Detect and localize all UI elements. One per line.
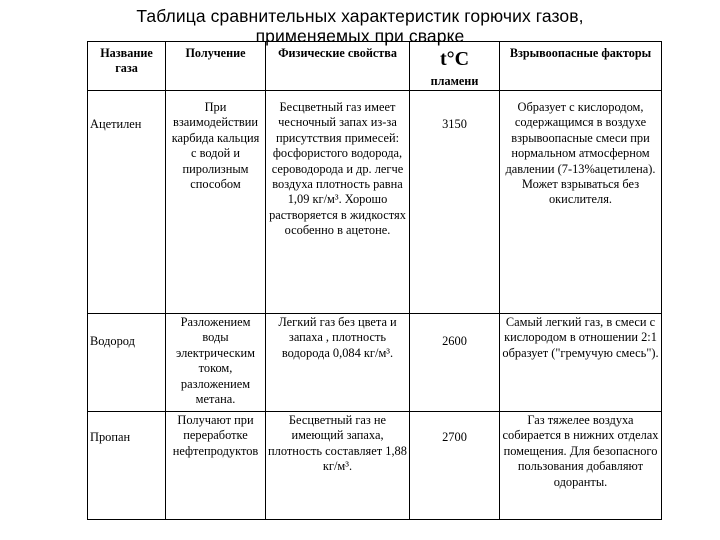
- gas-physical: Бесцветный газ не имеющий запаха, плотность составляет 1,88 кг/м³.: [266, 412, 410, 520]
- table-row: [88, 314, 662, 412]
- table-row: [88, 91, 662, 314]
- header-temperature-sub: пламени: [430, 74, 479, 88]
- gas-temperature: 2600: [410, 314, 500, 412]
- gas-hazard: Самый легкий газ, в смеси с кислородом в отношении 2:1 образует ("гремучую смесь").: [500, 314, 662, 412]
- gas-production: Разложением воды электрическим током, разложением метана.: [166, 314, 266, 412]
- header-temperature: [410, 42, 500, 91]
- header-production: Получение: [166, 42, 266, 91]
- gas-comparison-table: [87, 41, 662, 520]
- header-name: Название газа: [88, 42, 166, 91]
- table-row: [88, 412, 662, 520]
- gas-production: Получают при переработке нефтепродуктов: [166, 412, 266, 520]
- gas-name: Водород: [88, 314, 166, 412]
- title-line-1: Таблица сравнительных характеристик горючих газов,: [136, 6, 584, 26]
- gas-hazard: Образует с кислородом, содержащимся в воздухе взрывоопасные смеси при нормальном атмосферном давлении (7-13%ацетилена). Может взрываться без окислителя.: [500, 91, 662, 314]
- gas-name: Пропан: [88, 412, 166, 520]
- header-physical: Физические свойства: [266, 42, 410, 91]
- gas-temperature: 3150: [410, 91, 500, 314]
- header-temperature-label: t°C: [439, 48, 470, 70]
- gas-hazard: Газ тяжелее воздуха собирается в нижних отделах помещения. Для безопасного пользования добавляют одоранты.: [500, 412, 662, 520]
- gas-production: При взаимодействии карбида кальция с водой и пиролизным способом: [166, 91, 266, 314]
- gas-physical: Легкий газ без цвета и запаха , плотность водорода 0,084 кг/м³.: [266, 314, 410, 412]
- gas-name: Ацетилен: [88, 91, 166, 314]
- document-title: [0, 6, 720, 46]
- gas-physical: Бесцветный газ имеет чесночный запах из-за присутствия примесей: фосфористого водорода, сероводорода и др. легче воздуха плотность равна 1,09 кг/м³. Хорошо растворяется в жидкостях особенно в ацетоне.: [266, 91, 410, 314]
- header-hazard: Взрывоопасные факторы: [500, 42, 662, 91]
- header-row: [88, 42, 662, 91]
- title-line-2: применяемых при сварке: [255, 26, 465, 46]
- gas-temperature: 2700: [410, 412, 500, 520]
